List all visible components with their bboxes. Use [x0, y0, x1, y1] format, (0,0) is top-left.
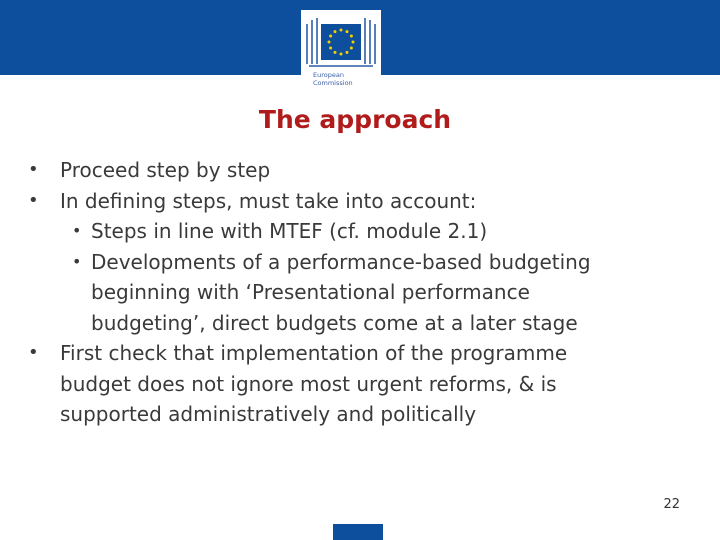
footer-bar	[333, 524, 383, 540]
flag-star	[329, 35, 332, 38]
bullet-line: supported administratively and politically	[60, 402, 477, 426]
flag-star	[346, 30, 349, 33]
logo-text	[313, 72, 377, 87]
bullet-line: budgeting’, direct budgets come at a later stage	[91, 310, 578, 335]
bullet-line: First check that implementation of the programme	[60, 341, 568, 365]
bullet-line: budget does not ignore most urgent reforms, & is	[60, 371, 557, 396]
bullet-marker: •	[28, 189, 39, 211]
flag-star	[329, 47, 332, 50]
flag-star	[352, 41, 355, 44]
page-number: 22	[663, 497, 680, 512]
flag-star	[346, 51, 349, 54]
bullet-marker: •	[28, 159, 39, 180]
slide-title: The approach	[258, 105, 452, 134]
bullet-line: Developments of a performance-based budgeting	[91, 249, 591, 274]
european-commission-logo	[301, 10, 381, 99]
bullet-line: In defining steps, must take into account:	[60, 188, 477, 213]
flag-star	[350, 47, 353, 50]
bullet-line: Proceed step by step	[60, 158, 271, 182]
bullet-marker: •	[28, 342, 39, 363]
flag-star	[340, 53, 343, 56]
flag-star	[328, 41, 331, 44]
flag-star	[350, 35, 353, 38]
flag-star	[334, 51, 337, 54]
flag-star	[334, 30, 337, 33]
bullet-marker: •	[72, 251, 82, 271]
logo-line: European	[313, 71, 344, 79]
bullet-marker: •	[72, 221, 82, 240]
bullet-line: Steps in line with MTEF (cf. module 2.1)	[91, 219, 488, 243]
flag-star	[340, 29, 343, 32]
bullet-line: beginning with ‘Presentational performance	[91, 280, 530, 304]
logo-line: Commission	[313, 78, 353, 87]
